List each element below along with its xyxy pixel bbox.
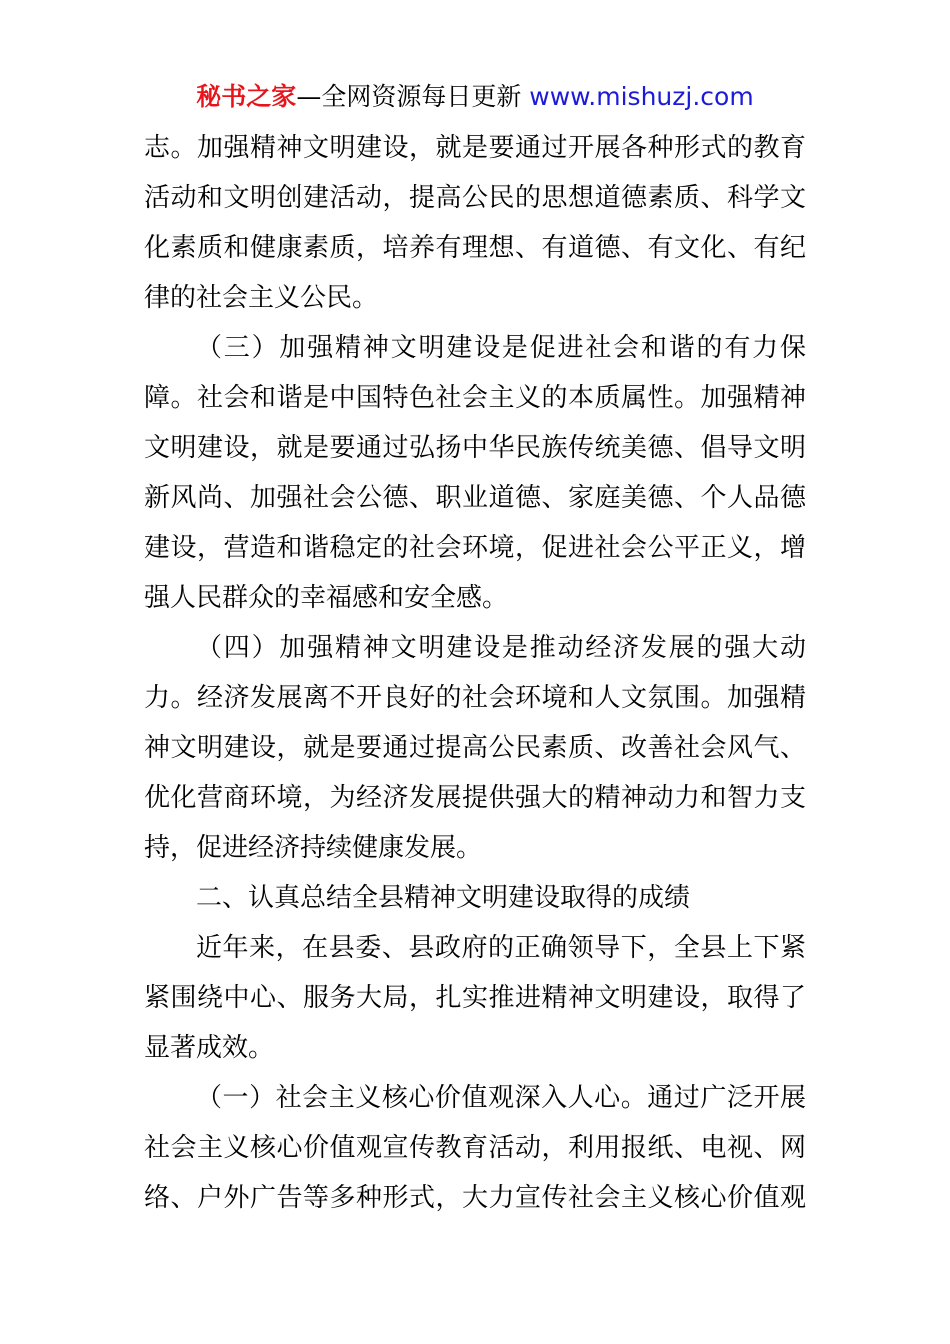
text-line: 建设，营造和谐稳定的社会环境，促进社会公平正义，增 (144, 533, 806, 563)
text-line: 活动和文明创建活动，提高公民的思想道德素质、科学文 (144, 183, 806, 213)
text-line: 近年来，在县委、县政府的正确领导下，全县上下紧 (196, 933, 806, 963)
text-line: 文明建设，就是要通过弘扬中华民族传统美德、倡导文明 (144, 433, 806, 463)
header-tagline: —全网资源每日更新 (296, 82, 530, 111)
text-line: 二、认真总结全县精神文明建设取得的成绩 (196, 883, 691, 913)
text-line: 持，促进经济持续健康发展。 (144, 833, 483, 863)
text-line: 律的社会主义公民。 (144, 283, 379, 313)
text-line: （四）加强精神文明建设是推动经济发展的强大动 (196, 633, 806, 663)
text-line: 显著成效。 (144, 1033, 275, 1063)
text-line: 力。经济发展离不开良好的社会环境和人文氛围。加强精 (144, 683, 806, 713)
text-line: （三）加强精神文明建设是促进社会和谐的有力保 (196, 333, 806, 363)
text-line: 社会主义核心价值观宣传教育活动，利用报纸、电视、网 (144, 1133, 806, 1163)
page-header (0, 80, 950, 114)
text-line: 化素质和健康素质，培养有理想、有道德、有文化、有纪 (144, 233, 806, 263)
text-line: 紧围绕中心、服务大局，扎实推进精神文明建设，取得了 (144, 983, 806, 1013)
text-line: 优化营商环境，为经济发展提供强大的精神动力和智力支 (144, 783, 806, 813)
text-line: 神文明建设，就是要通过提高公民素质、改善社会风气、 (144, 733, 806, 763)
brand-name: 秘书之家 (196, 82, 297, 111)
text-line: 强人民群众的幸福感和安全感。 (144, 583, 509, 613)
site-url-link[interactable]: www.mishuzj.com (529, 82, 754, 111)
text-line: 障。社会和谐是中国特色社会主义的本质属性。加强精神 (144, 383, 806, 413)
text-line: 新风尚、加强社会公德、职业道德、家庭美德、个人品德 (144, 483, 806, 513)
document-body (144, 123, 806, 1223)
text-line: 络、户外广告等多种形式，大力宣传社会主义核心价值观 (144, 1183, 806, 1213)
text-line: 志。加强精神文明建设，就是要通过开展各种形式的教育 (144, 133, 806, 163)
text-line: （一）社会主义核心价值观深入人心。通过广泛开展 (196, 1083, 806, 1113)
